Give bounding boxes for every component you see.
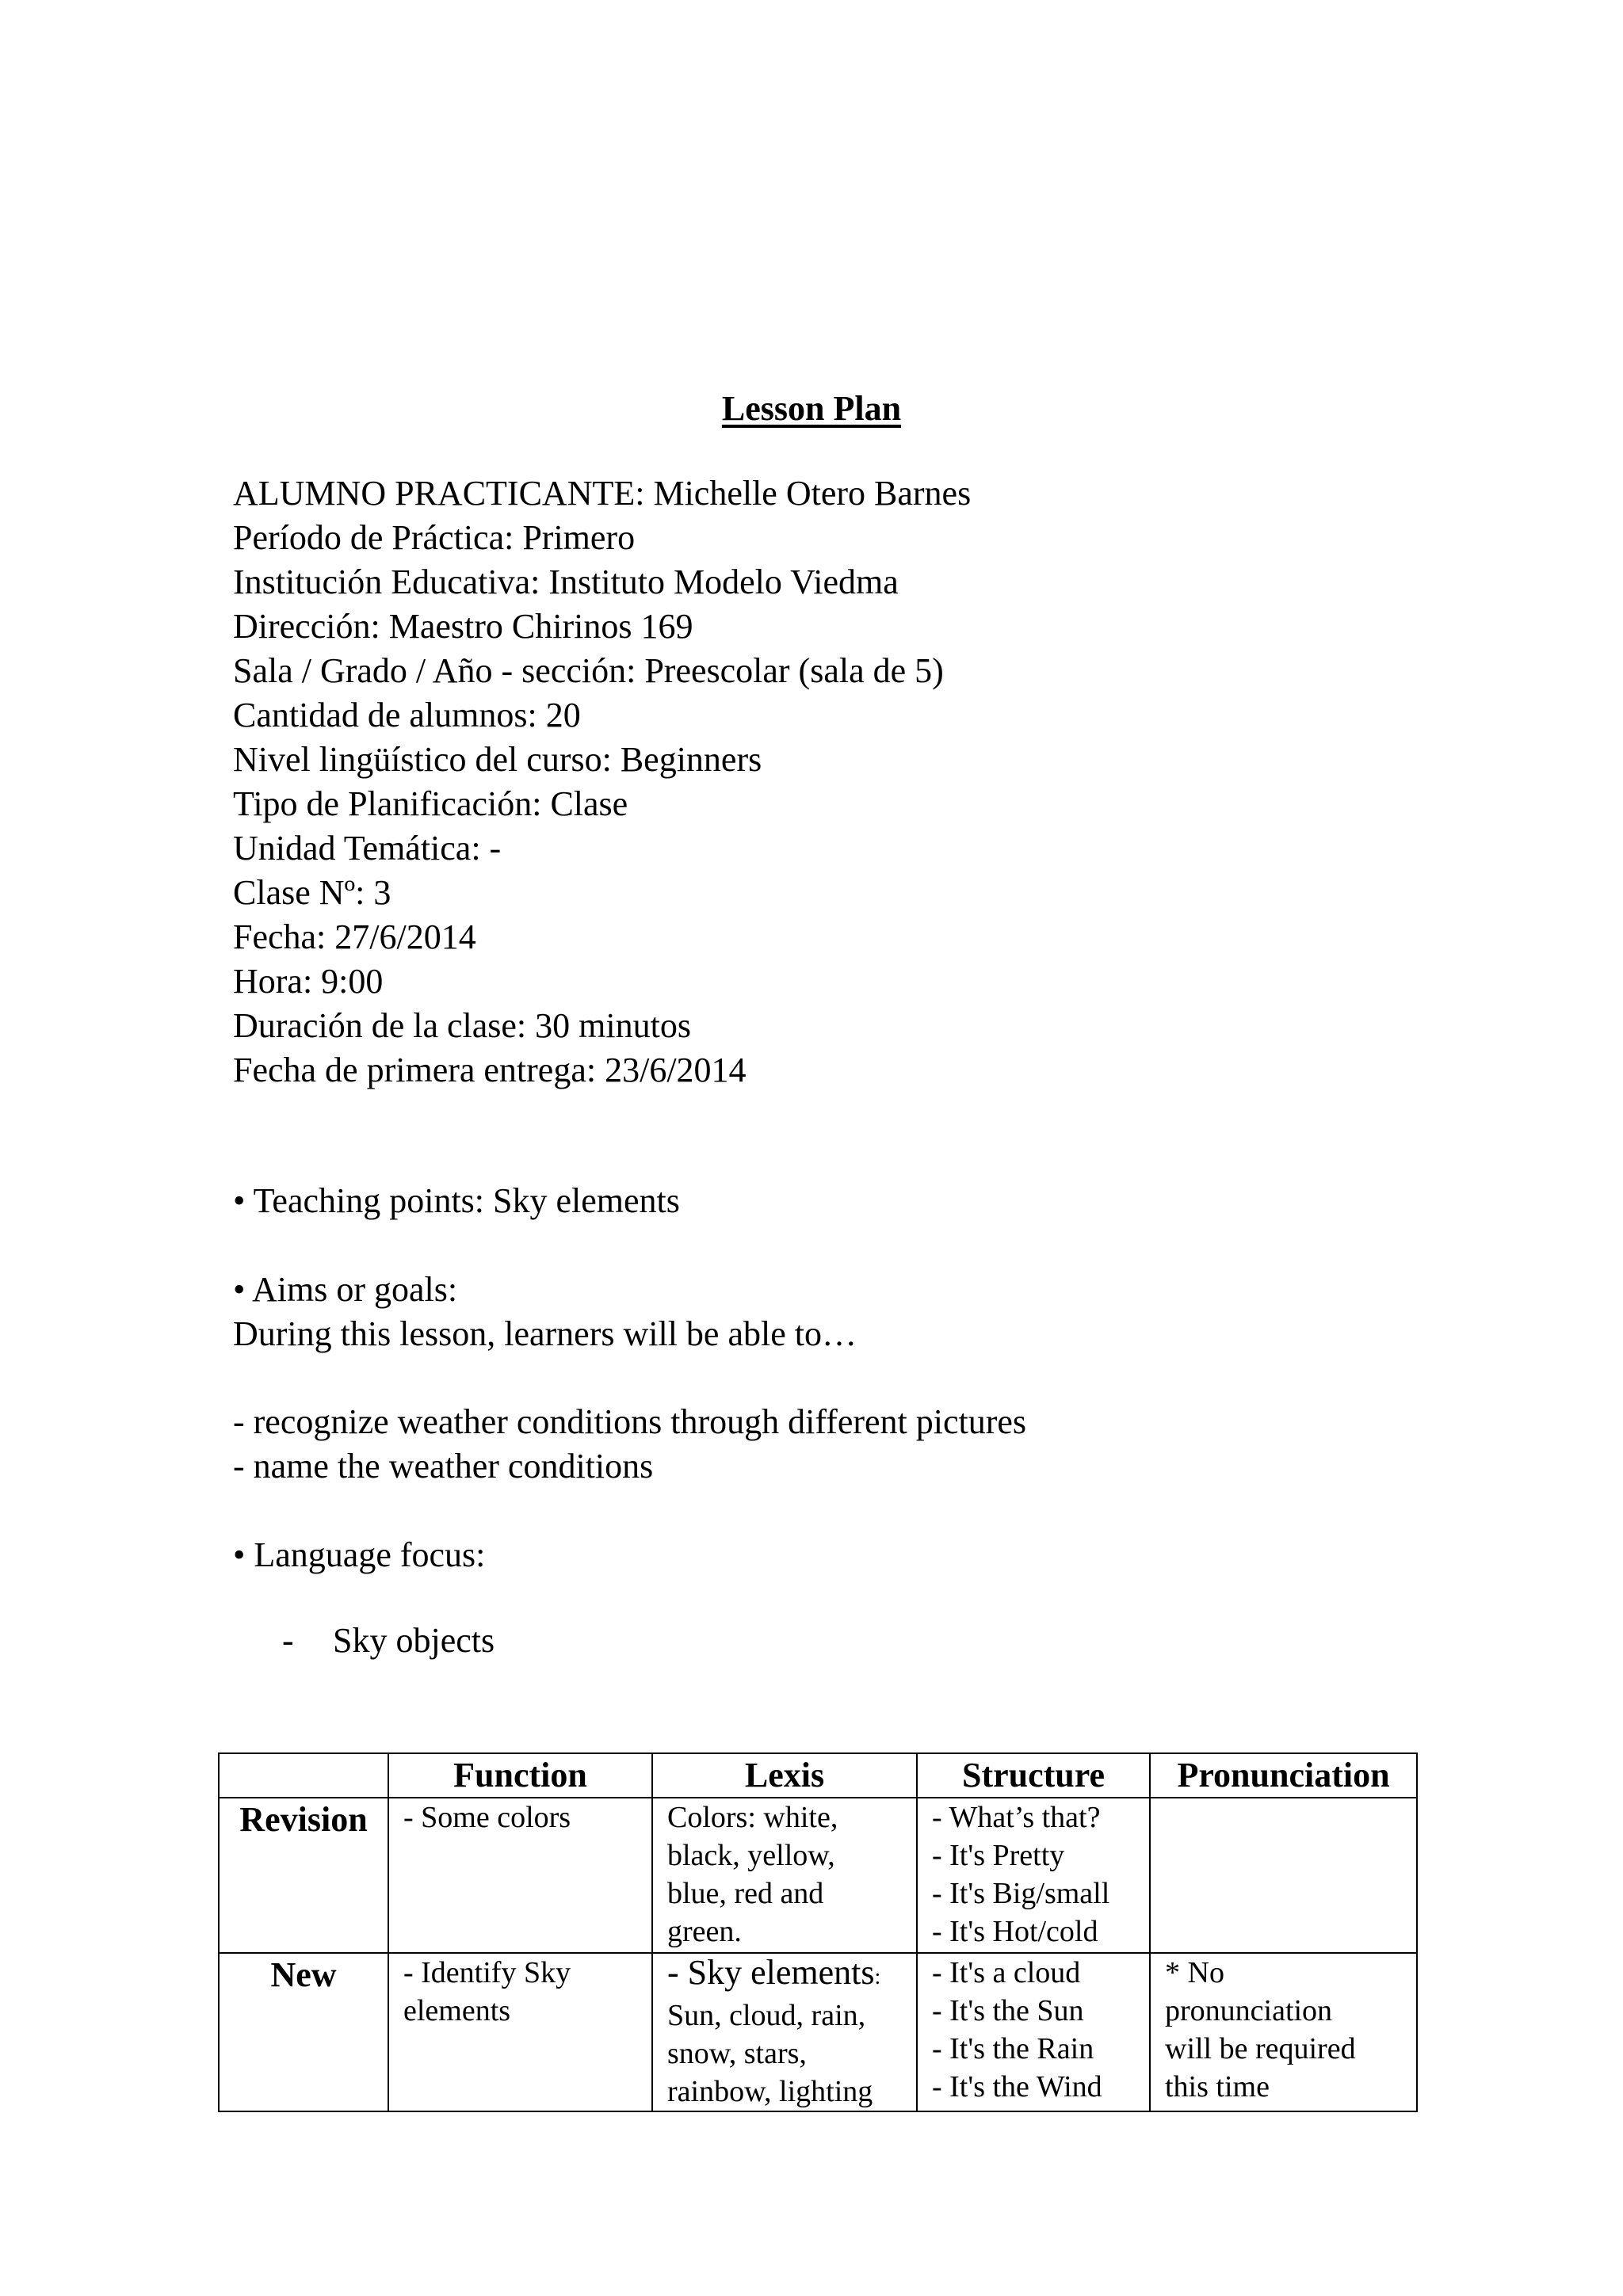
- cell-lexis: [652, 1798, 917, 1953]
- cell-line: will be required: [1165, 2032, 1356, 2065]
- cell-line: blue, red and: [667, 1877, 824, 1910]
- language-focus-heading: • Language focus:: [233, 1535, 486, 1574]
- cell-line: - It's the Wind: [932, 2070, 1102, 2103]
- cell-function: [388, 1953, 652, 2111]
- table-row-new: [219, 1953, 1417, 2111]
- cell-line: Sun, cloud, rain,: [667, 1999, 866, 2032]
- cell-line: - It's the Rain: [932, 2032, 1094, 2065]
- language-focus-item: [282, 1619, 495, 1663]
- cell-line-heading: [667, 1954, 902, 1997]
- lexis-colon: :: [874, 1965, 881, 1989]
- cell-line: elements: [403, 1994, 511, 2027]
- aims-heading: • Aims or goals:: [233, 1270, 458, 1309]
- cell-function: [388, 1798, 652, 1953]
- info-line-unit: Unidad Temática: -: [233, 829, 502, 868]
- teaching-points: • Teaching points: Sky elements: [233, 1181, 680, 1220]
- page-title: Lesson Plan: [721, 389, 902, 428]
- language-table: [218, 1753, 1418, 2112]
- cell-line: - It's the Sun: [932, 1994, 1084, 2027]
- row-label-revision: Revision: [219, 1798, 388, 1953]
- cell-line: - It's Big/small: [932, 1877, 1110, 1910]
- cell-line: - It's Hot/cold: [932, 1915, 1098, 1948]
- cell-line: - Some colors: [403, 1801, 571, 1834]
- cell-line: - Identify Sky: [403, 1956, 571, 1989]
- info-line-first-delivery: Fecha de primera entrega: 23/6/2014: [233, 1051, 747, 1089]
- aim-item: - recognize weather conditions through different pictures: [233, 1402, 1027, 1441]
- cell-lexis: [652, 1953, 917, 2111]
- table-header-pronunciation: Pronunciation: [1150, 1753, 1417, 1798]
- table-row-revision: [219, 1798, 1417, 1953]
- language-focus-item-text: Sky objects: [333, 1621, 495, 1660]
- aim-item: - name the weather conditions: [233, 1447, 654, 1486]
- cell-line: rainbow, lighting: [667, 2075, 873, 2108]
- info-line-class-number: Clase Nº: 3: [233, 873, 391, 912]
- info-line-institution: Institución Educativa: Instituto Modelo Viedma: [233, 563, 899, 601]
- table-header-lexis: Lexis: [652, 1753, 917, 1798]
- cell-line: Colors: white,: [667, 1801, 838, 1834]
- cell-line: * No: [1165, 1956, 1224, 1989]
- aims-intro: During this lesson, learners will be able to…: [233, 1314, 857, 1353]
- row-label-new: New: [219, 1953, 388, 2111]
- cell-line: snow, stars,: [667, 2037, 807, 2070]
- cell-pronunciation: [1150, 1798, 1417, 1953]
- list-dash: -: [282, 1621, 294, 1660]
- info-line-student: ALUMNO PRACTICANTE: Michelle Otero Barnes: [233, 474, 972, 513]
- info-line-time: Hora: 9:00: [233, 962, 384, 1001]
- info-line-duration: Duración de la clase: 30 minutos: [233, 1006, 691, 1045]
- cell-pronunciation: [1150, 1953, 1417, 2111]
- cell-structure: [917, 1798, 1150, 1953]
- info-line-plan-type: Tipo de Planificación: Clase: [233, 784, 628, 823]
- info-block: [233, 471, 971, 1093]
- table-header-function: Function: [388, 1753, 652, 1798]
- cell-line: - What’s that?: [932, 1801, 1101, 1834]
- cell-structure: [917, 1953, 1150, 2111]
- cell-line: this time: [1165, 2070, 1270, 2103]
- table-header-structure: Structure: [917, 1753, 1150, 1798]
- info-line-grade: Sala / Grado / Año - sección: Preescolar (sala de 5): [233, 651, 944, 690]
- info-line-level: Nivel lingüístico del curso: Beginners: [233, 740, 762, 779]
- info-line-address: Dirección: Maestro Chirinos 169: [233, 607, 693, 646]
- table-header-empty: [219, 1753, 388, 1798]
- cell-line: pronunciation: [1165, 1994, 1333, 2027]
- table-header-row: [219, 1753, 1417, 1798]
- cell-line: - It's a cloud: [932, 1956, 1081, 1989]
- info-line-period: Período de Práctica: Primero: [233, 518, 636, 557]
- lexis-heading: - Sky elements: [667, 1953, 875, 1992]
- cell-line: green.: [667, 1915, 742, 1948]
- info-line-date: Fecha: 27/6/2014: [233, 917, 476, 956]
- info-line-students-count: Cantidad de alumnos: 20: [233, 696, 581, 734]
- cell-line: - It's Pretty: [932, 1839, 1065, 1872]
- cell-line: black, yellow,: [667, 1839, 835, 1872]
